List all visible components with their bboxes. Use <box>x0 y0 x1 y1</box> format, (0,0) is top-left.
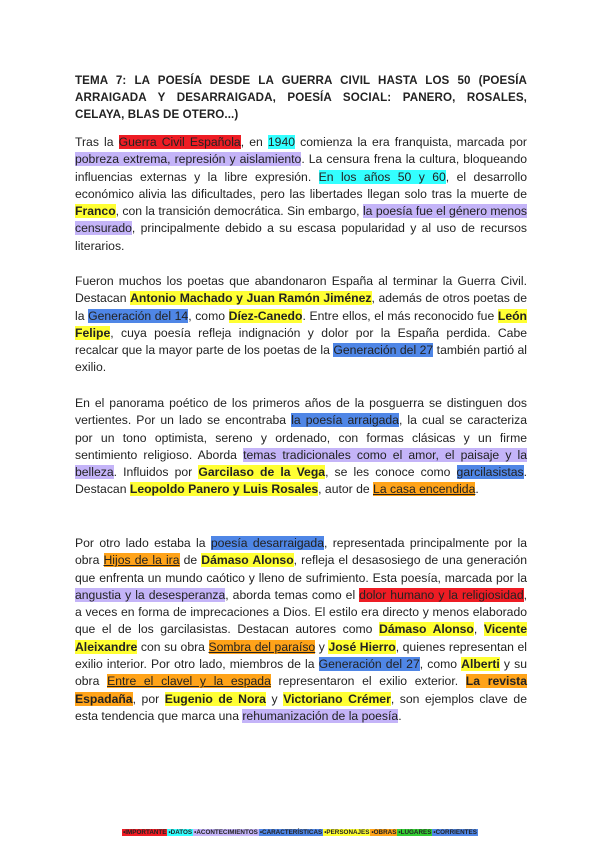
text-segment: con su obra <box>137 639 209 654</box>
legend-item: •ACONTECIMIENTOS <box>194 829 258 836</box>
highlight-yel: Victoriano Crémer <box>283 691 391 706</box>
text-segment: Tras la <box>75 135 119 149</box>
highlight-yel: José Hierro <box>328 639 396 654</box>
color-legend <box>0 829 600 837</box>
highlight-orange: Sombra del paraíso <box>208 639 316 654</box>
text-segment: , el desarrollo económico alivia las dificultades, pero las libertades llegan solo tras la muerte de <box>75 169 527 201</box>
legend-item: •PERSONAJES <box>324 829 370 836</box>
highlight-yel: Vicente Aleixandre <box>75 622 527 654</box>
highlight-orange: La casa encendida <box>373 482 476 497</box>
highlight-yel: Dámaso Alonso <box>201 553 294 568</box>
paragraph-desarraigada <box>75 535 527 725</box>
text-segment: y su obra <box>75 657 527 689</box>
text-segment: . Destacan <box>75 465 527 497</box>
legend-item: •DATOS <box>168 829 193 836</box>
highlight-lav: angustia y la desesperanza <box>75 587 226 602</box>
highlight-yel: Alberti <box>461 657 500 672</box>
text-segment: Por otro lado estaba la <box>75 536 211 550</box>
highlight-lav: rehumanización de la poesía <box>242 708 399 723</box>
highlight-orangeb: La revista Espadaña <box>75 674 528 706</box>
text-segment: , representada principalmente por la obra <box>75 536 527 568</box>
highlight-cyan: En los años 50 y 60 <box>318 169 446 184</box>
text-segment: . Influidos por <box>113 465 199 480</box>
text-segment: , principalmente debido a su escasa popularidad y al uso de recursos literarios. <box>75 221 527 253</box>
highlight-yel: Garcilaso de la Vega <box>198 465 326 480</box>
highlight-orange: Hijos de la ira <box>103 553 180 568</box>
text-segment: , a veces en forma de imprecaciones a Dios. El estilo era directo y menos elaborado que el de los garcilasistas. Destacan autores como <box>75 587 527 637</box>
text-segment: , cuya poesía refleja indignación y dolor por la España perdida. Cabe recalcar que la mayor parte de los poetas de la <box>75 325 527 358</box>
text-segment: , <box>473 622 484 637</box>
highlight-blue: Generación del 27 <box>318 657 420 672</box>
text-segment: , por <box>132 691 165 706</box>
highlight-blue: Generación del 14 <box>88 308 189 323</box>
text-segment: . <box>475 482 479 497</box>
highlight-lav: temas tradicionales como el amor, el paisaje y la belleza <box>75 447 528 480</box>
legend-item: •OBRAS <box>371 829 397 836</box>
text-segment: de <box>179 553 202 568</box>
page-title: TEMA 7: LA POESÍA DESDE LA GUERRA CIVIL HASTA LOS 50 (POESÍA ARRAIGADA Y DESARRAIGADA, POESÍA SOCIAL: PANERO, ROSALES, CELAYA, BLAS DE OTERO...) <box>75 74 527 121</box>
text-segment: , como <box>188 308 229 323</box>
highlight-yel: Eugenio de Nora <box>164 691 266 706</box>
highlight-yel: Leopoldo Panero y Luis Rosales <box>129 482 319 497</box>
text-segment: y <box>315 639 329 654</box>
legend-item: •CORRIENTES <box>433 829 477 836</box>
text-segment: y <box>265 691 284 706</box>
highlight-orange: Entre el clavel y la espada <box>107 674 271 689</box>
text-segment: representaron el exilio exterior. <box>270 674 466 689</box>
text-segment: también partió al exilio. <box>75 343 527 375</box>
paragraph-exile <box>75 273 527 377</box>
text-segment: , aborda temas como el <box>225 587 360 602</box>
text-segment: . La censura frena la cultura, bloqueando influencias externas y la libre expresión. <box>75 152 528 184</box>
highlight-blue: la poesía arraigada <box>291 413 399 428</box>
text-segment: . Entre ellos, el más reconocido fue <box>302 308 498 323</box>
text-segment: , quienes representan el exilio interior. Por otro lado, miembros de la <box>75 639 527 672</box>
highlight-yel: Dámaso Alonso <box>379 622 474 637</box>
text-segment: , son ejemplos clave de esta tendencia que marca una <box>75 691 527 723</box>
text-segment: Fueron muchos los poetas que abandonaron España al terminar la Guerra Civil. Destacan <box>75 274 527 306</box>
highlight-lav: la poesía fue el género menos censurado <box>75 204 527 236</box>
highlight-blue: poesía desarraigada <box>210 536 324 550</box>
highlight-red: Guerra Civil Española <box>118 135 241 149</box>
text-segment: , en <box>240 135 268 149</box>
highlight-yel: Franco <box>75 204 116 219</box>
highlight-yel: Antonio Machado y Juan Ramón Jiménez <box>130 291 372 306</box>
text-segment: En el panorama poético de los primeros años de la posguerra se distinguen dos vertientes. Por un lado se encontraba <box>75 396 527 428</box>
text-segment: , autor de <box>318 482 374 497</box>
text-segment: , la cual se caracteriza por un tono optimista, sereno y ordenado, con formas clásicas y un firme sentimiento religioso. Aborda <box>75 413 527 462</box>
highlight-blue: garcilasistas <box>456 465 524 480</box>
paragraph-context <box>75 134 527 255</box>
legend-item: •IMPORTANTE <box>123 829 167 836</box>
text-segment: , como <box>419 657 462 672</box>
paragraph-arraigada <box>75 395 527 499</box>
text-segment: comienza la era franquista, marcada por <box>295 135 527 149</box>
highlight-yel: Díez-Canedo <box>228 308 303 323</box>
text-segment: , con la transición democrática. Sin embargo, <box>115 204 363 219</box>
legend-item: •CARACTERÍSTICAS <box>259 829 323 836</box>
text-segment: , refleja el desasosiego de una generación que enfrenta un mundo caótico y lleno de sufrimiento. Esta poesía, marcada por la <box>75 553 527 585</box>
highlight-lav: pobreza extrema, represión y aislamiento <box>75 152 302 167</box>
legend-item: •LUGARES <box>398 829 432 836</box>
highlight-yel: León Felipe <box>75 308 527 340</box>
highlight-cyan: 1940 <box>267 135 296 149</box>
text-segment: , además de otros poetas de la <box>75 291 527 323</box>
text-segment: , se les conoce como <box>325 465 457 480</box>
text-segment: . <box>398 708 402 723</box>
highlight-blue: Generación del 27 <box>333 343 434 358</box>
highlight-red: dolor humano y la religiosidad <box>359 587 524 602</box>
